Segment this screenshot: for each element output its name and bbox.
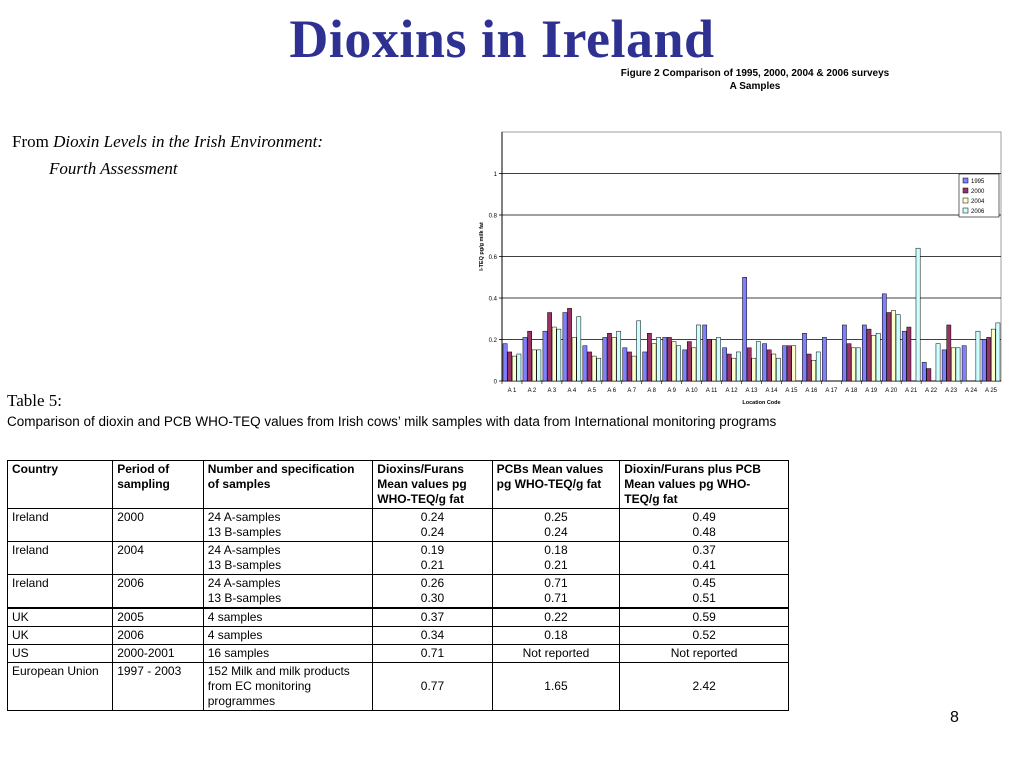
bar-2000 (867, 329, 871, 381)
bar-2006 (617, 331, 621, 381)
legend-swatch (963, 198, 968, 203)
bar-2000 (587, 352, 591, 381)
table-header-cell: Dioxin/Furans plus PCB Mean values pg WHO-TEQ/g fat (620, 461, 789, 509)
table-cell: 0.18 (492, 627, 620, 645)
bar-2006 (816, 352, 820, 381)
table-cell: UK (8, 627, 113, 645)
table-cell: 0.26 0.30 (373, 575, 492, 609)
x-tick-label: A 7 (627, 388, 637, 394)
bar-1995 (962, 346, 966, 381)
table-header-cell: Period of sampling (113, 461, 204, 509)
bar-2006 (597, 358, 601, 381)
source-title-line1: Dioxin Levels in the Irish Environment: (53, 132, 323, 151)
table-cell: European Union (8, 663, 113, 711)
bar-2004 (572, 337, 576, 381)
bar-2000 (687, 342, 691, 381)
table-cell: 2005 (113, 608, 204, 627)
x-tick-label: A 17 (825, 388, 838, 394)
bar-2006 (996, 323, 1000, 381)
x-tick-label: A 24 (965, 388, 978, 394)
bar-2006 (537, 350, 541, 381)
y-axis-label: I-TEQ pg/g milk fat (479, 222, 485, 271)
x-tick-label: A 4 (567, 388, 577, 394)
table-cell: 2006 (113, 627, 204, 645)
x-tick-label: A 12 (725, 388, 738, 394)
figure-caption (590, 67, 920, 93)
bar-2004 (532, 350, 536, 381)
bar-2000 (607, 333, 611, 381)
bar-2006 (637, 321, 641, 381)
table-cell: 0.37 0.41 (620, 542, 789, 575)
table-cell: Not reported (492, 645, 620, 663)
bar-2000 (767, 350, 771, 381)
bar-1995 (503, 344, 507, 381)
bar-2004 (512, 356, 516, 381)
table-cell: 0.77 (373, 663, 492, 711)
bar-2006 (696, 325, 700, 381)
table-cell: 0.71 (373, 645, 492, 663)
bar-1995 (583, 346, 587, 381)
bar-1995 (603, 337, 607, 381)
table-cell: 2000 (113, 509, 204, 542)
y-tick-label: 0.6 (488, 255, 497, 261)
bar-2006 (956, 348, 960, 381)
table-cell: 16 samples (203, 645, 373, 663)
bar-1995 (822, 337, 826, 381)
table-cell: 2006 (113, 575, 204, 609)
bar-2000 (627, 352, 631, 381)
bar-1995 (922, 362, 926, 381)
y-tick-label: 0 (493, 379, 497, 386)
bar-1995 (723, 348, 727, 381)
table-cell: 0.49 0.48 (620, 509, 789, 542)
bar-2000 (528, 331, 532, 381)
bar-1995 (523, 337, 527, 381)
table-cell: 0.24 0.24 (373, 509, 492, 542)
bar-1995 (703, 325, 707, 381)
table-cell: UK (8, 608, 113, 627)
table-cell: 4 samples (203, 608, 373, 627)
x-axis-label: Location Code (742, 400, 781, 406)
bar-2004 (712, 340, 716, 382)
bar-1995 (543, 331, 547, 381)
x-tick-label: A 20 (885, 388, 898, 394)
x-tick-label: A 11 (705, 388, 718, 394)
x-tick-label: A 13 (745, 388, 758, 394)
table-cell: 0.52 (620, 627, 789, 645)
bar-2004 (552, 327, 556, 381)
table-cell: Ireland (8, 509, 113, 542)
bar-1995 (762, 344, 766, 381)
bar-1995 (563, 313, 567, 381)
legend-label: 2004 (971, 199, 985, 205)
bar-2004 (991, 329, 995, 381)
bar-2006 (896, 315, 900, 381)
bar-2006 (517, 354, 521, 381)
table-cell: 1.65 (492, 663, 620, 711)
bar-1995 (982, 340, 986, 382)
table-cell: 0.71 0.71 (492, 575, 620, 609)
table-cell: 152 Milk and milk products from EC monitoring programmes (203, 663, 373, 711)
table-cell: 2.42 (620, 663, 789, 711)
table-cell: Not reported (620, 645, 789, 663)
table-cell: 1997 - 2003 (113, 663, 204, 711)
table-row (8, 509, 789, 542)
table-row (8, 645, 789, 663)
bar-2000 (707, 340, 711, 382)
bar-1995 (942, 350, 946, 381)
y-tick-label: 1 (493, 172, 497, 178)
bar-2000 (667, 337, 671, 381)
x-tick-label: A 14 (765, 388, 778, 394)
x-tick-label: A 16 (805, 388, 818, 394)
source-title-line2: Fourth Assessment (49, 159, 178, 178)
legend-swatch (963, 178, 968, 183)
table-cell: 0.19 0.21 (373, 542, 492, 575)
bar-2004 (632, 356, 636, 381)
bar-2006 (657, 337, 661, 381)
bar-1995 (862, 325, 866, 381)
bar-2004 (612, 337, 616, 381)
bar-2000 (548, 313, 552, 381)
bar-2000 (747, 348, 751, 381)
bar-2004 (772, 354, 776, 381)
bar-2004 (592, 356, 596, 381)
x-tick-label: A 1 (507, 388, 517, 394)
table-cell: 0.22 (492, 608, 620, 627)
legend-label: 2006 (971, 209, 985, 215)
bar-1995 (782, 346, 786, 381)
x-tick-label: A 15 (785, 388, 798, 394)
bar-2000 (567, 308, 571, 381)
bar-2004 (951, 348, 955, 381)
bar-1995 (882, 294, 886, 381)
table-cell: 0.34 (373, 627, 492, 645)
bar-2006 (557, 329, 561, 381)
legend-label: 1995 (971, 179, 985, 185)
bar-2004 (871, 335, 875, 381)
x-tick-label: A 9 (667, 388, 677, 394)
bar-chart (474, 127, 1009, 412)
x-tick-label: A 2 (527, 388, 537, 394)
legend-swatch (963, 188, 968, 193)
bar-1995 (663, 337, 667, 381)
bar-2000 (987, 337, 991, 381)
x-tick-label: A 18 (845, 388, 858, 394)
table-row (8, 575, 789, 609)
table-cell: 0.37 (373, 608, 492, 627)
table-cell: 24 A-samples 13 B-samples (203, 575, 373, 609)
bar-2000 (508, 352, 512, 381)
table-cell: 4 samples (203, 627, 373, 645)
table-cell: 0.25 0.24 (492, 509, 620, 542)
bar-2000 (907, 327, 911, 381)
bar-2000 (887, 313, 891, 381)
bar-2006 (936, 344, 940, 381)
x-tick-label: A 10 (685, 388, 698, 394)
table-cell: Ireland (8, 542, 113, 575)
x-tick-label: A 6 (607, 388, 617, 394)
x-tick-label: A 5 (587, 388, 597, 394)
table-cell: 0.18 0.21 (492, 542, 620, 575)
bar-2006 (736, 352, 740, 381)
y-tick-label: 0.8 (488, 213, 497, 220)
page-number: 8 (950, 709, 959, 726)
x-tick-label: A 21 (905, 388, 918, 394)
x-tick-label: A 3 (547, 388, 557, 394)
bar-2004 (812, 360, 816, 381)
table-cell: 2000-2001 (113, 645, 204, 663)
bar-2006 (976, 331, 980, 381)
x-tick-label: A 25 (985, 388, 998, 394)
bar-2000 (807, 354, 811, 381)
bar-2004 (652, 344, 656, 381)
table-header-cell: Dioxins/Furans Mean values pg WHO-TEQ/g fat (373, 461, 492, 509)
bar-2004 (672, 342, 676, 381)
table-cell: 2004 (113, 542, 204, 575)
bar-1995 (902, 331, 906, 381)
table-header-cell: PCBs Mean values pg WHO-TEQ/g fat (492, 461, 620, 509)
comparison-table (7, 460, 789, 711)
table-row (8, 542, 789, 575)
bar-2000 (727, 354, 731, 381)
slide-title: Dioxins in Ireland (289, 9, 715, 69)
table-cell: 24 A-samples 13 B-samples (203, 509, 373, 542)
table-row (8, 663, 789, 711)
bar-1995 (683, 350, 687, 381)
y-tick-label: 0.4 (488, 296, 497, 303)
bar-2004 (692, 348, 696, 381)
bar-1995 (842, 325, 846, 381)
bar-2004 (792, 346, 796, 381)
bar-2006 (577, 317, 581, 381)
table-label: Table 5: (7, 391, 62, 410)
source-citation (12, 128, 323, 182)
bar-2000 (787, 346, 791, 381)
bar-2000 (927, 369, 931, 381)
y-tick-label: 0.2 (488, 338, 497, 344)
table-row (8, 627, 789, 645)
legend-label: 2000 (971, 189, 985, 195)
bar-2006 (776, 358, 780, 381)
table-cell: US (8, 645, 113, 663)
bar-2004 (891, 310, 895, 381)
bar-1995 (643, 352, 647, 381)
legend-swatch (963, 208, 968, 213)
x-tick-label: A 22 (925, 388, 938, 394)
figure-caption-line2: A Samples (729, 81, 781, 92)
table-row (8, 608, 789, 627)
table-cell: 0.45 0.51 (620, 575, 789, 609)
bar-2000 (647, 333, 651, 381)
table-header-cell: Country (8, 461, 113, 509)
bar-1995 (623, 348, 627, 381)
bar-2006 (756, 342, 760, 381)
bar-1995 (743, 277, 747, 381)
figure-caption-line1: Figure 2 Comparison of 1995, 2000, 2004 & 2006 surveys (620, 68, 890, 79)
bar-2004 (852, 348, 856, 381)
bar-2006 (876, 333, 880, 381)
bar-2004 (732, 358, 736, 381)
x-tick-label: A 8 (647, 388, 657, 394)
table-caption: Comparison of dioxin and PCB WHO-TEQ values from Irish cows’ milk samples with data from International monitoring programs (7, 414, 777, 429)
bar-2000 (847, 344, 851, 381)
bar-2006 (716, 337, 720, 381)
bar-2004 (752, 358, 756, 381)
source-prefix: From (12, 132, 49, 151)
table-header-cell: Number and specification of samples (203, 461, 373, 509)
table-cell: 0.59 (620, 608, 789, 627)
x-tick-label: A 23 (945, 388, 958, 394)
bar-2006 (676, 346, 680, 381)
table-header-row (8, 461, 789, 509)
x-tick-label: A 19 (865, 388, 878, 394)
bar-1995 (802, 333, 806, 381)
bar-2000 (947, 325, 951, 381)
bar-2006 (916, 248, 920, 381)
table-cell: 24 A-samples 13 B-samples (203, 542, 373, 575)
bar-2006 (856, 348, 860, 381)
table-cell: Ireland (8, 575, 113, 609)
